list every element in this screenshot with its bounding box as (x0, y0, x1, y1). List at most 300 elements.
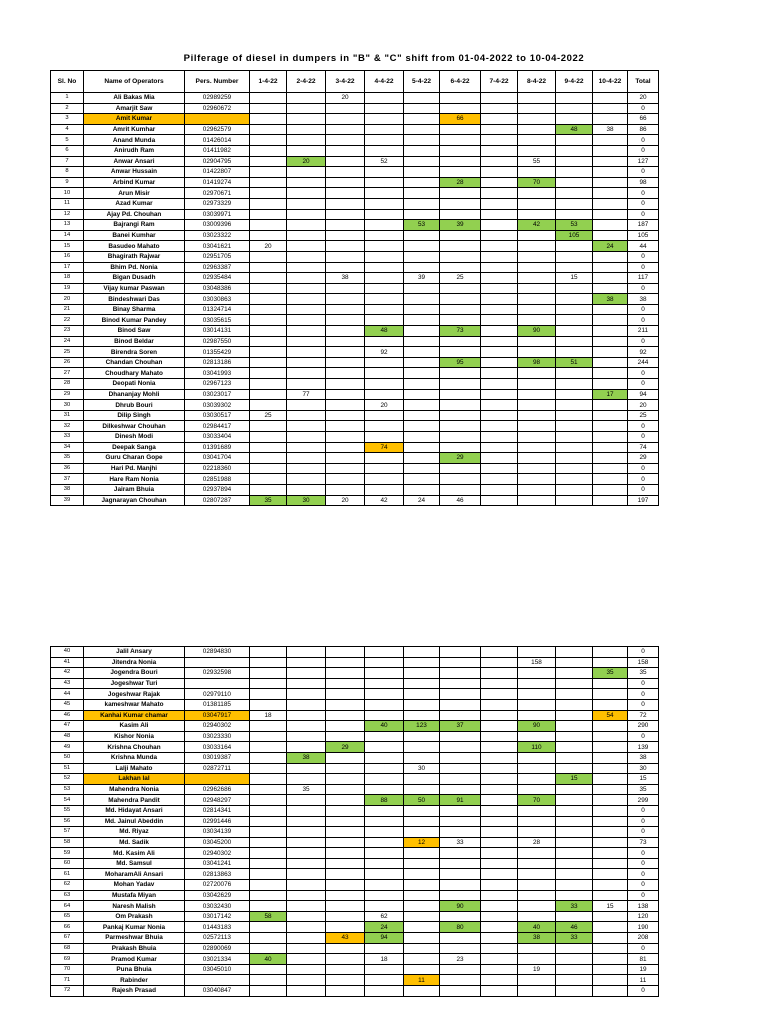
daily-value-cell (365, 114, 404, 125)
table-row (51, 432, 659, 443)
daily-value-cell (250, 114, 287, 125)
daily-value-cell (287, 922, 326, 933)
pers-number-cell: 03030517 (185, 410, 250, 421)
operator-name-cell: Prakash Bhuia (84, 943, 185, 954)
daily-value-cell (481, 954, 518, 965)
serial-number-cell: 30 (51, 400, 84, 411)
pers-number-cell: 03023017 (185, 389, 250, 400)
daily-value-cell (556, 326, 593, 337)
daily-value-cell (518, 890, 556, 901)
operator-name-cell: Hare Ram Nonia (84, 474, 185, 485)
daily-value-cell (556, 678, 593, 689)
daily-value-cell (404, 379, 440, 390)
daily-value-cell (287, 432, 326, 443)
daily-value-cell (250, 421, 287, 432)
daily-value-cell (404, 678, 440, 689)
daily-value-cell (326, 145, 365, 156)
daily-value-cell (593, 911, 628, 922)
serial-number-cell: 14 (51, 230, 84, 241)
daily-value-cell (250, 230, 287, 241)
daily-value-cell: 58 (250, 911, 287, 922)
serial-number-cell: 17 (51, 262, 84, 273)
serial-number-cell: 24 (51, 336, 84, 347)
serial-number-cell: 34 (51, 442, 84, 453)
operator-name-cell: Puna Bhuia (84, 964, 185, 975)
serial-number-cell: 6 (51, 145, 84, 156)
daily-value-cell (440, 463, 481, 474)
daily-value-cell (287, 869, 326, 880)
serial-number-cell: 23 (51, 326, 84, 337)
serial-number-cell: 28 (51, 379, 84, 390)
daily-value-cell (556, 177, 593, 188)
daily-value-cell (481, 410, 518, 421)
daily-value-cell (287, 198, 326, 209)
daily-value-cell (481, 474, 518, 485)
daily-value-cell (250, 922, 287, 933)
daily-value-cell (287, 911, 326, 922)
total-cell: 211 (628, 326, 659, 337)
daily-value-cell (365, 453, 404, 464)
daily-value-cell (556, 135, 593, 146)
daily-value-cell (481, 933, 518, 944)
daily-value-cell (250, 657, 287, 668)
daily-value-cell (481, 251, 518, 262)
operator-name-cell: Dhananjay Mohli (84, 389, 185, 400)
total-cell: 0 (628, 647, 659, 658)
daily-value-cell (365, 858, 404, 869)
daily-value-cell (440, 198, 481, 209)
daily-value-cell (365, 474, 404, 485)
daily-value-cell (556, 484, 593, 495)
daily-value-cell (250, 795, 287, 806)
serial-number-cell: 43 (51, 678, 84, 689)
total-cell: 0 (628, 262, 659, 273)
daily-value-cell (250, 177, 287, 188)
daily-value-cell (250, 251, 287, 262)
daily-value-cell (404, 901, 440, 912)
daily-value-cell (404, 103, 440, 114)
operator-name-cell: Lakhan lal (84, 774, 185, 785)
total-cell: 0 (628, 135, 659, 146)
daily-value-cell (440, 474, 481, 485)
daily-value-cell (440, 188, 481, 199)
daily-value-cell (365, 357, 404, 368)
daily-value-cell (365, 220, 404, 231)
daily-value-cell (556, 474, 593, 485)
serial-number-cell: 60 (51, 858, 84, 869)
daily-value-cell (326, 432, 365, 443)
daily-value-cell (440, 304, 481, 315)
operator-name-cell: Krishna Chouhan (84, 742, 185, 753)
serial-number-cell: 72 (51, 986, 84, 997)
serial-number-cell: 36 (51, 463, 84, 474)
operator-name-cell: Guru Charan Gope (84, 453, 185, 464)
daily-value-cell: 39 (404, 273, 440, 284)
daily-value-cell (365, 816, 404, 827)
daily-value-cell (518, 647, 556, 658)
daily-value-cell (593, 442, 628, 453)
table-row (51, 262, 659, 273)
pers-number-cell: 02813186 (185, 357, 250, 368)
daily-value-cell (518, 816, 556, 827)
daily-value-cell (326, 379, 365, 390)
daily-value-cell (326, 975, 365, 986)
daily-value-cell (440, 827, 481, 838)
total-cell: 158 (628, 657, 659, 668)
pers-number-cell: 02904795 (185, 156, 250, 167)
total-cell: 72 (628, 710, 659, 721)
daily-value-cell (518, 752, 556, 763)
operator-name-cell: Mahendra Pandit (84, 795, 185, 806)
daily-value-cell: 94 (365, 933, 404, 944)
daily-value-cell (593, 167, 628, 178)
serial-number-cell: 18 (51, 273, 84, 284)
operator-name-cell: Anwar Ansari (84, 156, 185, 167)
operator-name-cell: Parmeshwar Bhuia (84, 933, 185, 944)
daily-value-cell (593, 954, 628, 965)
daily-value-cell (518, 827, 556, 838)
daily-value-cell (365, 294, 404, 305)
daily-value-cell (365, 283, 404, 294)
daily-value-cell: 15 (556, 774, 593, 785)
daily-value-cell (593, 304, 628, 315)
daily-value-cell (518, 262, 556, 273)
daily-value-cell (481, 495, 518, 506)
daily-value-cell (287, 421, 326, 432)
daily-value-cell (593, 647, 628, 658)
operator-name-cell: Anwar Hussain (84, 167, 185, 178)
daily-value-cell (404, 315, 440, 326)
daily-value-cell (518, 273, 556, 284)
daily-value-cell (326, 188, 365, 199)
daily-value-cell (365, 752, 404, 763)
operator-name-cell: Mahendra Nonia (84, 784, 185, 795)
daily-value-cell (593, 805, 628, 816)
daily-value-cell (287, 901, 326, 912)
daily-value-cell (287, 880, 326, 891)
daily-value-cell (518, 763, 556, 774)
pers-number-cell (185, 678, 250, 689)
daily-value-cell (518, 975, 556, 986)
daily-value-cell (365, 379, 404, 390)
table-row (51, 283, 659, 294)
daily-value-cell (326, 135, 365, 146)
table-row (51, 668, 659, 679)
daily-value-cell (440, 699, 481, 710)
total-cell: 0 (628, 103, 659, 114)
daily-value-cell: 28 (440, 177, 481, 188)
daily-value-cell (326, 167, 365, 178)
daily-value-cell (556, 752, 593, 763)
table-row (51, 880, 659, 891)
daily-value-cell (250, 986, 287, 997)
total-cell: 0 (628, 304, 659, 315)
table-row (51, 368, 659, 379)
total-cell: 0 (628, 432, 659, 443)
column-header: 4-4-22 (365, 71, 404, 93)
daily-value-cell (287, 262, 326, 273)
daily-value-cell (326, 209, 365, 220)
daily-value-cell (326, 262, 365, 273)
daily-value-cell (556, 188, 593, 199)
pers-number-cell: 02991446 (185, 816, 250, 827)
pers-number-cell: 02940302 (185, 721, 250, 732)
daily-value-cell (250, 731, 287, 742)
pers-number-cell: 01426014 (185, 135, 250, 146)
pers-number-cell: 02962579 (185, 124, 250, 135)
column-header: 8-4-22 (518, 71, 556, 93)
operator-name-cell: Jogendra Bouri (84, 668, 185, 679)
table-row (51, 93, 659, 104)
daily-value-cell (365, 251, 404, 262)
daily-value-cell (404, 124, 440, 135)
daily-value-cell (593, 484, 628, 495)
daily-value-cell (518, 805, 556, 816)
daily-value-cell (326, 710, 365, 721)
daily-value-cell (440, 432, 481, 443)
daily-value-cell (365, 484, 404, 495)
daily-value-cell (404, 198, 440, 209)
column-header: 5-4-22 (404, 71, 440, 93)
operator-name-cell: Dhrub Bouri (84, 400, 185, 411)
pers-number-cell: 02967123 (185, 379, 250, 390)
serial-number-cell: 37 (51, 474, 84, 485)
daily-value-cell: 51 (556, 357, 593, 368)
daily-value-cell (404, 421, 440, 432)
table-row (51, 357, 659, 368)
table-row (51, 167, 659, 178)
serial-number-cell: 16 (51, 251, 84, 262)
daily-value-cell (365, 167, 404, 178)
operator-name-cell: Bhagirath Rajwar (84, 251, 185, 262)
daily-value-cell (365, 410, 404, 421)
daily-value-cell (404, 954, 440, 965)
serial-number-cell: 46 (51, 710, 84, 721)
operator-name-cell: Bajrangi Ram (84, 220, 185, 231)
daily-value-cell: 46 (556, 922, 593, 933)
daily-value-cell (404, 304, 440, 315)
daily-value-cell (250, 389, 287, 400)
daily-value-cell (593, 837, 628, 848)
table-row (51, 347, 659, 358)
daily-value-cell (287, 657, 326, 668)
daily-value-cell (287, 474, 326, 485)
daily-value-cell (593, 283, 628, 294)
daily-value-cell (556, 816, 593, 827)
daily-value-cell (404, 752, 440, 763)
daily-value-cell (287, 188, 326, 199)
daily-value-cell: 98 (518, 357, 556, 368)
daily-value-cell (481, 816, 518, 827)
daily-value-cell (440, 93, 481, 104)
serial-number-cell: 47 (51, 721, 84, 732)
table-row (51, 124, 659, 135)
daily-value-cell (365, 432, 404, 443)
pers-number-cell: 02894830 (185, 647, 250, 658)
daily-value-cell (326, 922, 365, 933)
daily-value-cell (404, 135, 440, 146)
daily-value-cell (481, 93, 518, 104)
daily-value-cell (404, 209, 440, 220)
daily-value-cell (593, 230, 628, 241)
daily-value-cell (481, 752, 518, 763)
serial-number-cell: 7 (51, 156, 84, 167)
daily-value-cell (404, 668, 440, 679)
serial-number-cell: 48 (51, 731, 84, 742)
daily-value-cell (250, 805, 287, 816)
total-cell: 0 (628, 251, 659, 262)
table-row (51, 241, 659, 252)
daily-value-cell (440, 964, 481, 975)
daily-value-cell: 29 (326, 742, 365, 753)
daily-value-cell (556, 389, 593, 400)
table-row (51, 901, 659, 912)
daily-value-cell: 52 (365, 156, 404, 167)
daily-value-cell (287, 103, 326, 114)
daily-value-cell (404, 805, 440, 816)
daily-value-cell (404, 922, 440, 933)
daily-value-cell (287, 241, 326, 252)
daily-value-cell (481, 463, 518, 474)
daily-value-cell (481, 198, 518, 209)
operator-name-cell: Mustafa Miyan (84, 890, 185, 901)
daily-value-cell (404, 890, 440, 901)
daily-value-cell (440, 400, 481, 411)
daily-value-cell (326, 986, 365, 997)
daily-value-cell (404, 357, 440, 368)
daily-value-cell (593, 763, 628, 774)
operator-name-cell: Jogeshwar Turi (84, 678, 185, 689)
daily-value-cell (365, 986, 404, 997)
daily-value-cell (518, 124, 556, 135)
daily-value-cell (440, 943, 481, 954)
serial-number-cell: 71 (51, 975, 84, 986)
daily-value-cell (250, 304, 287, 315)
daily-value-cell (481, 742, 518, 753)
daily-value-cell: 90 (518, 721, 556, 732)
daily-value-cell (365, 742, 404, 753)
daily-value-cell (404, 933, 440, 944)
daily-value-cell (593, 827, 628, 838)
daily-value-cell (518, 495, 556, 506)
daily-value-cell: 20 (287, 156, 326, 167)
daily-value-cell (365, 805, 404, 816)
column-header: Total (628, 71, 659, 93)
pers-number-cell: 02872711 (185, 763, 250, 774)
daily-value-cell (250, 357, 287, 368)
total-cell: 25 (628, 410, 659, 421)
daily-value-cell (481, 230, 518, 241)
daily-value-cell (250, 379, 287, 390)
daily-value-cell (365, 657, 404, 668)
operator-name-cell: Amit Kumar (84, 114, 185, 125)
daily-value-cell (556, 283, 593, 294)
daily-value-cell (287, 273, 326, 284)
daily-value-cell (326, 890, 365, 901)
daily-value-cell (404, 742, 440, 753)
daily-value-cell: 23 (440, 954, 481, 965)
daily-value-cell (404, 389, 440, 400)
daily-value-cell (365, 241, 404, 252)
operator-name-cell: Mohan Yadav (84, 880, 185, 891)
total-cell: 0 (628, 816, 659, 827)
total-cell: 86 (628, 124, 659, 135)
serial-number-cell: 41 (51, 657, 84, 668)
serial-number-cell: 13 (51, 220, 84, 231)
daily-value-cell (518, 347, 556, 358)
daily-value-cell (250, 156, 287, 167)
daily-value-cell (518, 294, 556, 305)
daily-value-cell: 55 (518, 156, 556, 167)
daily-value-cell (250, 463, 287, 474)
table-row (51, 474, 659, 485)
daily-value-cell (556, 347, 593, 358)
pers-number-cell: 02937894 (185, 484, 250, 495)
daily-value-cell (404, 432, 440, 443)
daily-value-cell (440, 880, 481, 891)
daily-value-cell (593, 262, 628, 273)
daily-value-cell (250, 294, 287, 305)
daily-value-cell: 24 (593, 241, 628, 252)
total-cell: 105 (628, 230, 659, 241)
daily-value-cell (556, 410, 593, 421)
daily-value-cell (326, 463, 365, 474)
daily-value-cell (556, 890, 593, 901)
pers-number-cell: 02984417 (185, 421, 250, 432)
daily-value-cell: 158 (518, 657, 556, 668)
total-cell: 0 (628, 145, 659, 156)
daily-value-cell (326, 869, 365, 880)
daily-value-cell (404, 230, 440, 241)
daily-value-cell (593, 986, 628, 997)
daily-value-cell (440, 890, 481, 901)
daily-value-cell (250, 453, 287, 464)
daily-value-cell (440, 389, 481, 400)
daily-value-cell (593, 357, 628, 368)
daily-value-cell (365, 964, 404, 975)
daily-value-cell (326, 827, 365, 838)
daily-value-cell (481, 657, 518, 668)
daily-value-cell (440, 848, 481, 859)
daily-value-cell (593, 848, 628, 859)
daily-value-cell (518, 869, 556, 880)
table-row (51, 805, 659, 816)
daily-value-cell (556, 805, 593, 816)
daily-value-cell: 20 (250, 241, 287, 252)
daily-value-cell (250, 848, 287, 859)
daily-value-cell (556, 400, 593, 411)
daily-value-cell (481, 145, 518, 156)
daily-value-cell (250, 763, 287, 774)
daily-value-cell (440, 421, 481, 432)
total-cell: 0 (628, 731, 659, 742)
daily-value-cell (250, 368, 287, 379)
daily-value-cell (326, 911, 365, 922)
table-row (51, 943, 659, 954)
daily-value-cell (287, 795, 326, 806)
pers-number-cell: 01381185 (185, 699, 250, 710)
serial-number-cell: 56 (51, 816, 84, 827)
daily-value-cell (326, 241, 365, 252)
daily-value-cell (593, 251, 628, 262)
daily-value-cell (481, 901, 518, 912)
operator-name-cell: Kasim Ali (84, 721, 185, 732)
daily-value-cell (518, 911, 556, 922)
daily-value-cell (556, 209, 593, 220)
total-cell: 0 (628, 986, 659, 997)
daily-value-cell (250, 336, 287, 347)
daily-value-cell (287, 647, 326, 658)
